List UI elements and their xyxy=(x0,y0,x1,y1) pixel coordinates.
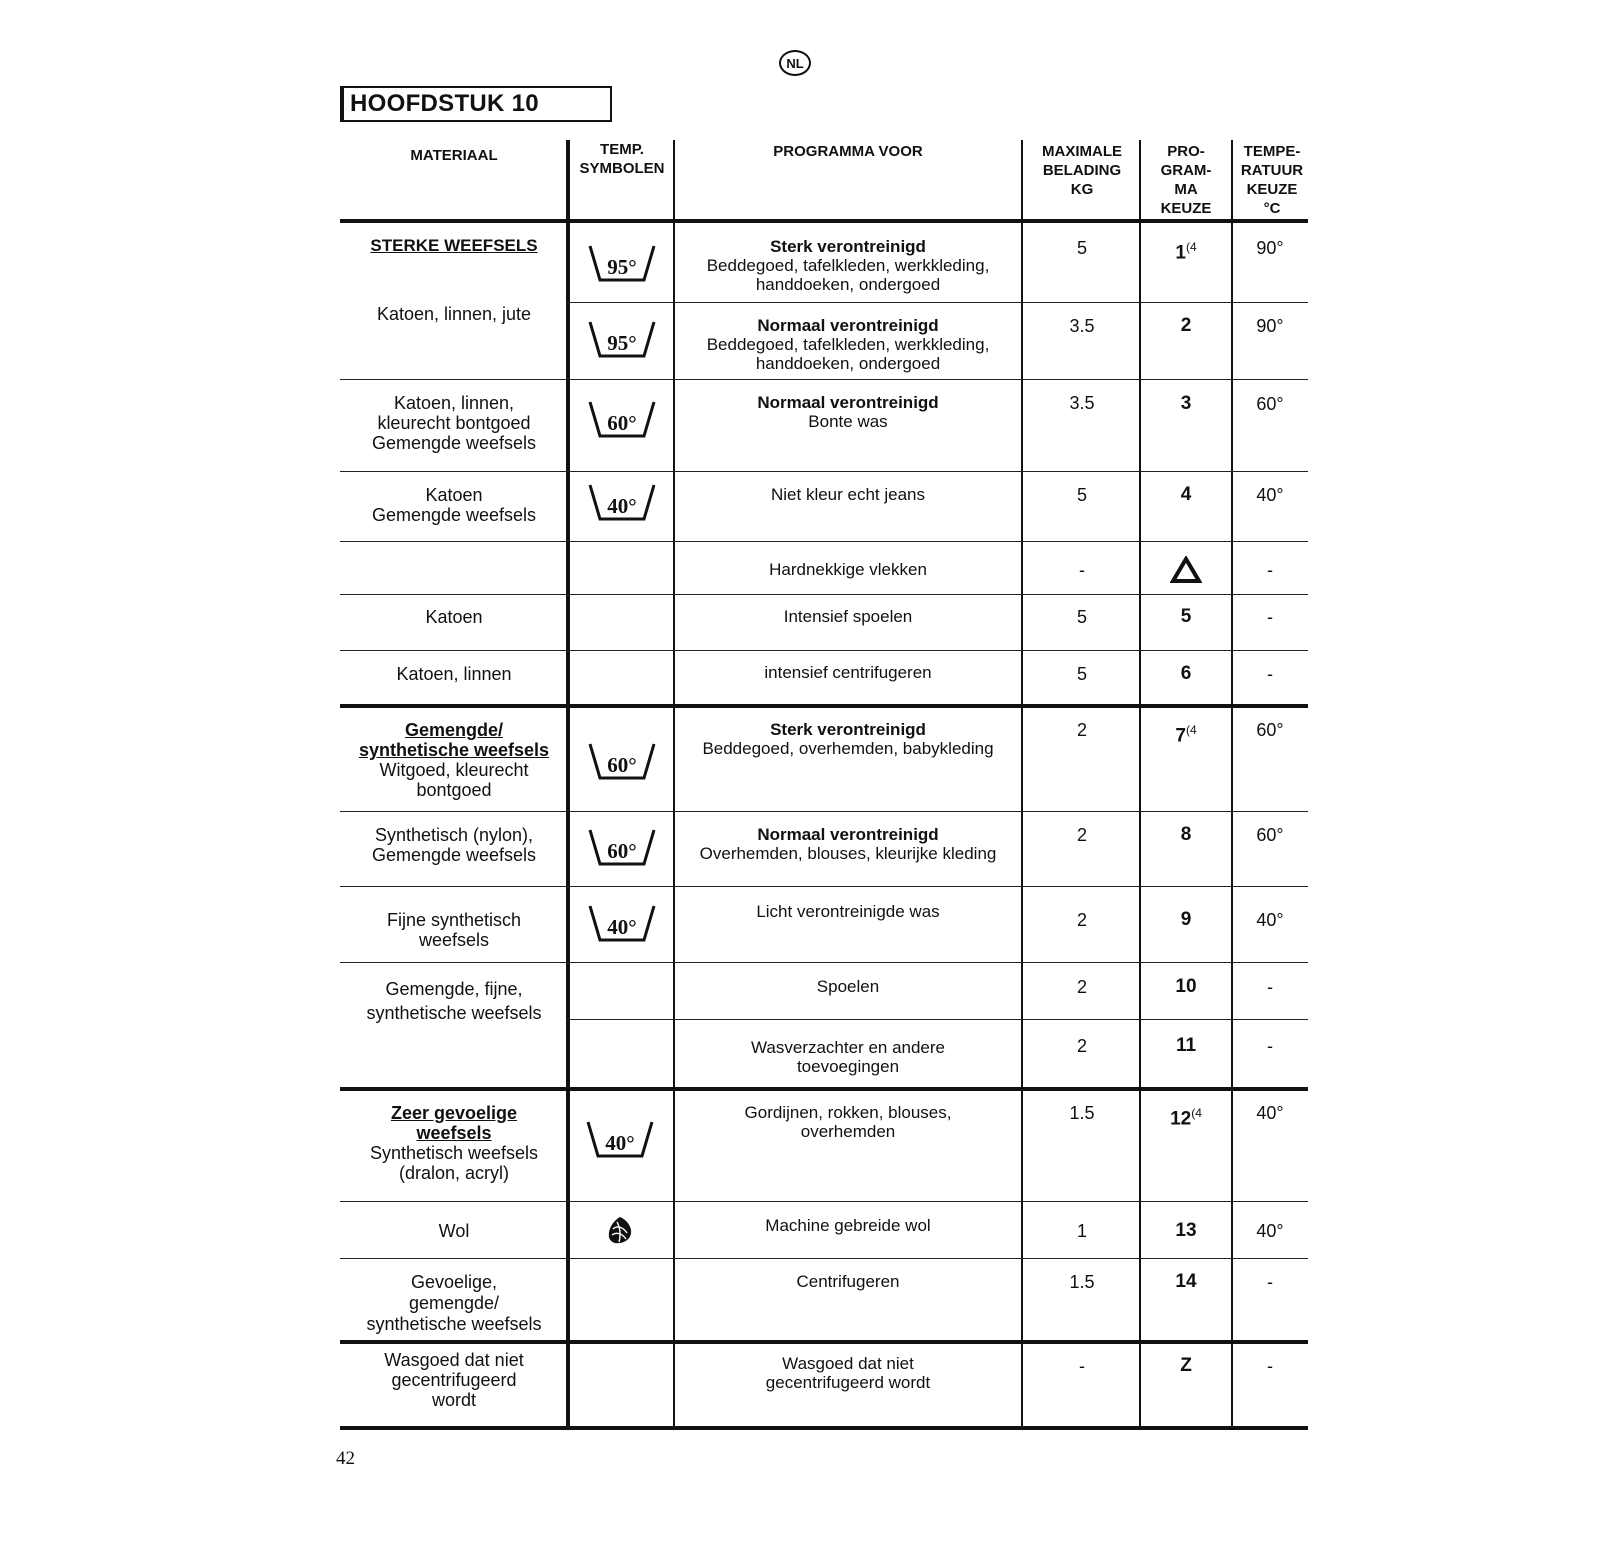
program-description: Normaal verontreinigd Bonte was xyxy=(757,393,939,431)
max-load: 2 xyxy=(1076,977,1087,997)
row-divider xyxy=(566,1019,1308,1020)
header-materiaal: MATERIAAL xyxy=(410,147,498,164)
material-label: Katoen, linnen xyxy=(396,664,512,684)
program-number: 6 xyxy=(1180,663,1192,684)
language-badge: NL xyxy=(779,50,811,76)
material-label: Fijne synthetisch weefsels xyxy=(386,910,522,950)
row-divider xyxy=(566,302,1308,303)
temperature-choice: - xyxy=(1267,1356,1273,1376)
row-divider xyxy=(340,1201,1308,1202)
program-number: 3 xyxy=(1180,393,1192,414)
program-description: Machine gebreide wol xyxy=(765,1216,931,1235)
wash-tub-icon xyxy=(586,902,658,946)
temperature-choice: 90° xyxy=(1256,238,1284,258)
temperature-choice: 40° xyxy=(1256,1221,1284,1241)
chapter-title: HOOFDSTUK 10 xyxy=(340,86,612,122)
material-label: Wol xyxy=(438,1221,470,1241)
row-divider xyxy=(340,379,1308,380)
svg-text:40°: 40° xyxy=(607,915,637,939)
column-divider xyxy=(566,140,570,1430)
program-number: Z xyxy=(1180,1355,1192,1376)
row-divider xyxy=(340,1258,1308,1259)
svg-text:60°: 60° xyxy=(607,411,637,435)
max-load: - xyxy=(1079,1356,1085,1376)
program-description: Gordijnen, rokken, blouses, overhemden xyxy=(744,1103,952,1141)
max-load: - xyxy=(1079,560,1085,580)
program-description: Centrifugeren xyxy=(796,1272,900,1291)
temperature-choice: 40° xyxy=(1256,1103,1284,1123)
program-number: 2 xyxy=(1180,315,1192,336)
max-load: 5 xyxy=(1076,664,1087,684)
max-load: 2 xyxy=(1076,825,1087,845)
temperature-choice: 60° xyxy=(1256,825,1284,845)
row-divider-thick xyxy=(340,219,1308,223)
temperature-choice: 90° xyxy=(1256,316,1284,336)
material-label: Synthetisch (nylon), Gemengde weefsels xyxy=(371,825,537,865)
wash-tub-icon xyxy=(586,242,658,286)
program-description: Hardnekkige vlekken xyxy=(769,560,927,579)
wash-tub-icon xyxy=(586,318,658,362)
program-description: Normaal verontreinigd Overhemden, blouses, kleurijke kleding xyxy=(699,825,997,863)
max-load: 2 xyxy=(1076,720,1087,740)
wash-tub-icon xyxy=(586,398,658,442)
material-label: Katoen xyxy=(425,607,483,627)
header-belading: MAXIMALE BELADING KG xyxy=(1042,143,1122,198)
material-label: Wasgoed dat niet gecentrifugeerd wordt xyxy=(384,1350,524,1410)
row-divider xyxy=(340,594,1308,595)
row-divider xyxy=(340,962,1308,963)
max-load: 1.5 xyxy=(1069,1272,1095,1292)
svg-text:40°: 40° xyxy=(605,1131,635,1155)
row-divider xyxy=(340,471,1308,472)
max-load: 1.5 xyxy=(1069,1103,1095,1123)
row-divider xyxy=(340,886,1308,887)
program-number: 8 xyxy=(1180,824,1192,845)
program-description: Sterk verontreinigd Beddegoed, overhemden, babykleding xyxy=(702,720,994,758)
max-load: 2 xyxy=(1076,1036,1087,1056)
temperature-choice: 40° xyxy=(1256,910,1284,930)
max-load: 3.5 xyxy=(1069,393,1095,413)
material-label: Gemengde, fijne, synthetische weefsels xyxy=(366,979,542,1023)
program-number: 7$^{(4}$ xyxy=(1175,723,1197,747)
header-temperatuur: TEMPE- RATUUR KEUZE °C xyxy=(1240,143,1304,217)
header-programma: PROGRAMMA VOOR xyxy=(773,143,923,160)
header-programmakeuze: PRO- GRAM- MA KEUZE xyxy=(1160,143,1212,217)
temperature-choice: - xyxy=(1267,977,1273,997)
program-number: 1$^{(4}$ xyxy=(1175,240,1197,264)
material-label: Katoen Gemengde weefsels xyxy=(371,485,537,525)
warning-triangle-icon xyxy=(1170,556,1202,584)
row-divider-thick xyxy=(340,1426,1308,1430)
material-label: Katoen, linnen, kleurecht bontgoed Gemengde weefsels xyxy=(371,393,537,453)
row-divider-thick xyxy=(340,1087,1308,1091)
material-label: Gevoelige, gemengde/ synthetische weefsels xyxy=(366,1272,542,1334)
svg-text:60°: 60° xyxy=(607,753,637,777)
temperature-choice: - xyxy=(1267,607,1273,627)
program-description: Spoelen xyxy=(816,977,880,996)
wash-tub-icon xyxy=(586,826,658,870)
temperature-choice: - xyxy=(1267,560,1273,580)
program-description: Sterk verontreinigd Beddegoed, tafelkleden, werkkleding, handdoeken, ondergoed xyxy=(706,237,990,294)
column-divider xyxy=(1021,140,1023,1430)
svg-text:40°: 40° xyxy=(607,494,637,518)
row-divider xyxy=(340,541,1308,542)
temperature-choice: - xyxy=(1267,1036,1273,1056)
program-number: 5 xyxy=(1180,606,1192,627)
temperature-choice: - xyxy=(1267,1272,1273,1292)
max-load: 5 xyxy=(1076,238,1087,258)
program-description: Niet kleur echt jeans xyxy=(770,485,926,504)
row-divider xyxy=(340,650,1308,651)
program-number: 10 xyxy=(1175,976,1197,997)
temperature-choice: 60° xyxy=(1256,394,1284,414)
program-description: Normaal verontreinigd Beddegoed, tafelkleden, werkkleding, handdoeken, ondergoed xyxy=(706,316,990,373)
page-number: 42 xyxy=(336,1448,355,1469)
program-number: 11 xyxy=(1175,1035,1197,1056)
row-divider-thick xyxy=(340,704,1308,708)
wool-ball-icon xyxy=(605,1215,635,1245)
section-heading: Zeer gevoelige weefsels Synthetisch weefsels (dralon, acryl) xyxy=(369,1103,539,1183)
header-temp-symbolen: TEMP. SYMBOLEN xyxy=(579,141,665,177)
column-divider xyxy=(673,140,675,1430)
wash-tub-icon xyxy=(586,740,658,784)
svg-text:95°: 95° xyxy=(607,331,637,355)
max-load: 2 xyxy=(1076,910,1087,930)
max-load: 5 xyxy=(1076,607,1087,627)
program-description: Intensief spoelen xyxy=(783,607,913,626)
max-load: 1 xyxy=(1076,1221,1087,1241)
program-description: Wasgoed dat niet gecentrifugeerd wordt xyxy=(765,1354,931,1392)
program-description: Licht verontreinigde was xyxy=(756,902,940,921)
material-label: Katoen, linnen, jute xyxy=(376,304,532,324)
program-number: 12$^{(4}$ xyxy=(1170,1106,1202,1130)
program-number: 13 xyxy=(1175,1220,1197,1241)
program-number: 9 xyxy=(1180,909,1192,930)
row-divider xyxy=(340,811,1308,812)
program-description: intensief centrifugeren xyxy=(764,663,932,682)
row-divider-thick xyxy=(340,1340,1308,1344)
section-heading: STERKE WEEFSELS xyxy=(370,236,538,255)
program-description: Wasverzachter en andere toevoegingen xyxy=(750,1038,946,1076)
program-number: 14 xyxy=(1175,1271,1197,1292)
program-number: 4 xyxy=(1180,484,1192,505)
max-load: 5 xyxy=(1076,485,1087,505)
svg-text:60°: 60° xyxy=(607,839,637,863)
wash-tub-icon xyxy=(586,481,658,525)
svg-text:95°: 95° xyxy=(607,255,637,279)
max-load: 3.5 xyxy=(1069,316,1095,336)
temperature-choice: 40° xyxy=(1256,485,1284,505)
wash-tub-icon xyxy=(584,1118,656,1162)
temperature-choice: 60° xyxy=(1256,720,1284,740)
section-heading: Gemengde/ synthetische weefsels Witgoed, kleurecht bontgoed xyxy=(358,720,550,800)
temperature-choice: - xyxy=(1267,664,1273,684)
